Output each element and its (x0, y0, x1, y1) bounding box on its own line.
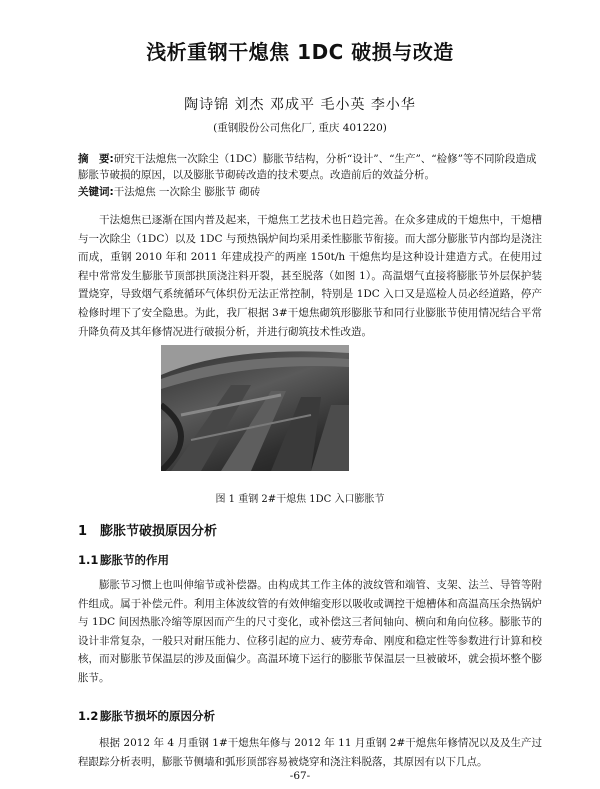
subsection-title: 膨胀节损坏的原因分析 (100, 709, 215, 723)
keywords (78, 184, 538, 200)
abstract (78, 151, 538, 183)
subsection-heading (78, 552, 169, 568)
section-heading (78, 520, 217, 539)
keywords-label: 关键词: (78, 186, 114, 198)
author-list: 陶诗锦 刘杰 邓成平 毛小英 李小华 (184, 97, 416, 113)
paper-title: 浅析重钢干熄焦 1DC 破损与改造 (146, 40, 454, 64)
page-number: -67- (289, 770, 311, 782)
subsection-number: 1.1 (78, 553, 99, 567)
subsection-title: 膨胀节的作用 (100, 553, 169, 567)
figure-photo (161, 345, 349, 471)
abstract-label: 摘 要: (78, 153, 114, 165)
section-number: 1 (78, 524, 88, 539)
expansion-joint-photo (161, 345, 349, 471)
subsection-paragraph: 根据 2012 年 4 月重钢 1#干熄焦年修与 2012 年 11 月重钢 2#干熄焦年修情况以及及生产过程跟踪分析表明，膨胀节侧墙和弧形顶部容易被烧穿和浇注料脱落，其原因有以下几点。 (78, 737, 542, 768)
subsection-paragraph: 膨胀节习惯上也叫伸缩节或补偿器。由构成其工作主体的波纹管和端管、支架、法兰、导管等附件组成。属于补偿元件。利用主体波纹管的有效伸缩变形以吸收或调控干熄槽体和高温高压余热锅炉与 1DC 间因热胀冷缩等原因而产生的尺寸变化，或补偿这三者间轴向、横向和角向位移。膨胀节的设计非常复杂，一般只对耐压能力、位移引起的应力、疲劳寿命、刚度和稳定性等参数进行计算和校核，而对膨胀节保温层的涉及面偏少。高温环境下运行的膨胀节保温层一旦被破坏，就会损坏整个膨胀节。 (78, 579, 542, 684)
section-title: 膨胀节破损原因分析 (100, 524, 218, 539)
keywords-text: 干法熄焦 一次除尘 膨胀节 砌砖 (113, 186, 261, 198)
intro-paragraph: 干法熄焦已逐渐在国内普及起来，干熄焦工艺技术也日趋完善。在众多建成的干熄焦中，干熄槽与一次除尘（1DC）以及 1DC 与预热锅炉间均采用柔性膨胀节衔接。而大部分膨胀节内部均是浇注而成，重钢 2010 年和 2011 年建成投产的两座 150t/h 干熄焦均是这种设计建造方式。在使用过程中常常发生膨胀节顶部拱顶浇注料开裂，甚至脱落（如图 1）。高温烟气直接将膨胀节外层保护装置烧穿，导致烟气系统循环气体织份无法正常控制，特别是 1DC 入口又是巡检人员必经道路，停产检修时埋下了安全隐患。为此，我厂根据 3#干熄焦砌筑形膨胀节和同行业膨胀节使用情况结合平常升降负荷及其年修情况进行破损分析，并进行砌筑技术性改造。 (78, 214, 542, 338)
abstract-text: 研究干法熄焦一次除尘（1DC）膨胀节结构，分析“设计”、“生产”、“检修”等不同阶段造成膨胀节破损的原因，以及膨胀节砌砖改造的技术要点。改造前后的效益分析。 (78, 153, 537, 181)
subsection-heading (78, 708, 215, 724)
subsection-number: 1.2 (78, 709, 99, 723)
figure-caption: 图 1 重钢 2#干熄焦 1DC 入口膨胀节 (215, 494, 385, 505)
affiliation: (重钢股份公司焦化厂, 重庆 401220) (213, 122, 387, 134)
